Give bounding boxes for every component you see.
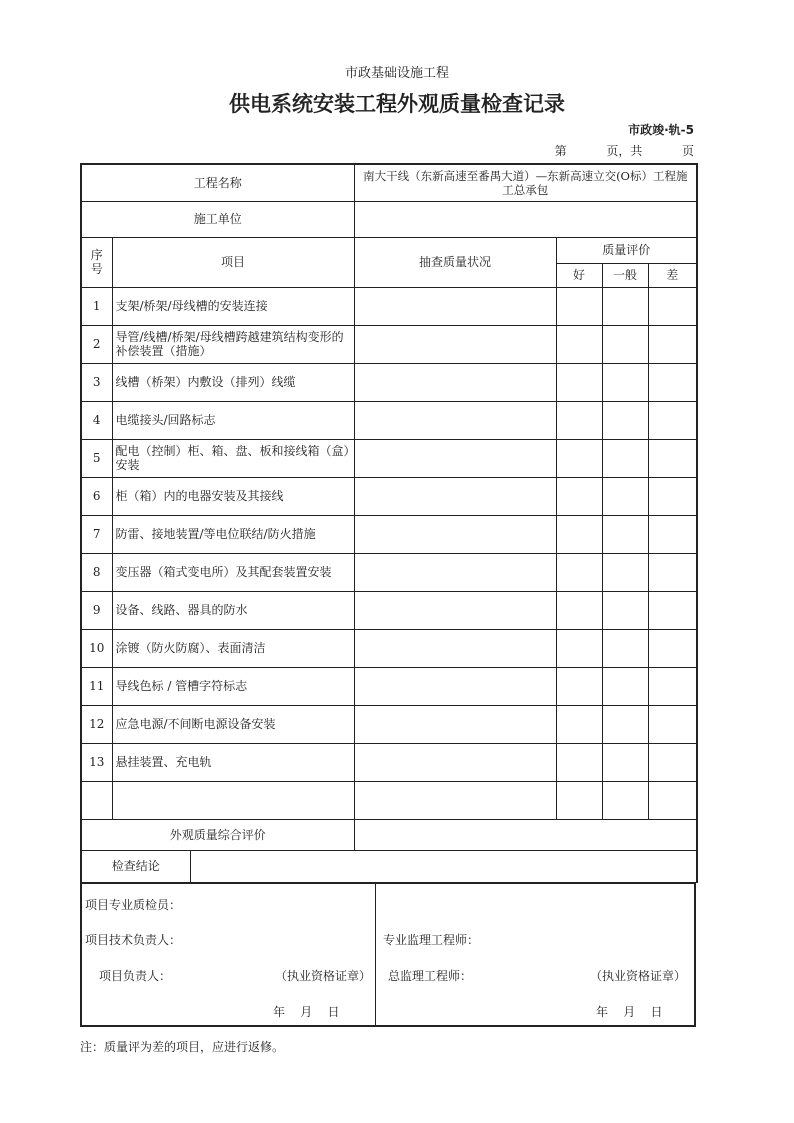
row-status [354,781,556,819]
date-right: 年 月 日 [596,1005,663,1019]
row-poor [648,439,697,477]
row-index: 2 [81,325,112,363]
row-status [354,667,556,705]
row-good [556,401,602,439]
table-row [81,515,697,553]
row-good [556,743,602,781]
row-item: 导线色标 / 管槽字符标志 [112,667,354,705]
row-status [354,629,556,667]
table-row [81,401,697,439]
project-name-label: 工程名称 [81,164,354,201]
col-status: 抽查质量状况 [354,237,556,287]
row-index: 12 [81,705,112,743]
row-index [81,781,112,819]
table-row [81,439,697,477]
row-index: 3 [81,363,112,401]
conclusion-value [190,850,697,882]
qc-inspector-label: 项目专业质检员： [85,898,182,912]
row-good [556,325,602,363]
row-fair [602,363,648,401]
table-row [81,705,697,743]
row-item: 涂镀（防火防腐）、表面清洁 [112,629,354,667]
col-fair: 一般 [602,263,648,287]
row-index: 1 [81,287,112,325]
row-poor [648,743,697,781]
row-good [556,629,602,667]
row-fair [602,667,648,705]
row-fair [602,515,648,553]
appearance-eval-value [354,819,697,850]
row-index: 5 [81,439,112,477]
row-fair [602,287,648,325]
row-status [354,325,556,363]
table-row [81,477,697,515]
date-left: 年 月 日 [273,1005,340,1019]
row-status [354,553,556,591]
row-poor [648,629,697,667]
row-good [556,287,602,325]
tech-lead-label: 项目技术负责人： [85,933,182,947]
document-category: 市政基础设施工程 [344,66,449,81]
cert-seal-right: （执业资格证章） [590,969,687,983]
row-status [354,743,556,781]
row-index: 13 [81,743,112,781]
table-row [81,325,697,363]
col-index: 序号 [81,237,112,287]
col-poor: 差 [648,263,697,287]
row-fair [602,743,648,781]
row-status [354,401,556,439]
appearance-eval-label: 外观质量综合评价 [81,819,354,850]
row-index: 10 [81,629,112,667]
chief-supervisor-label: 总监理工程师： [388,969,473,983]
row-good [556,781,602,819]
row-good [556,705,602,743]
row-poor [648,287,697,325]
row-poor [648,401,697,439]
row-fair [602,439,648,477]
supervisor-label: 专业监理工程师： [383,933,480,947]
page-mid: 页，共 [606,144,643,158]
row-fair [602,591,648,629]
table-row [81,629,697,667]
row-item: 支架/桥架/母线槽的安装连接 [112,287,354,325]
table-row [81,667,697,705]
table-row [81,363,697,401]
col-item: 项目 [112,237,354,287]
row-status [354,705,556,743]
footnote: 注：质量评为差的项目，应进行返修。 [80,1040,285,1054]
construction-unit-value [354,201,697,237]
document-title: 供电系统安装工程外观质量检查记录 [229,92,565,116]
row-index: 6 [81,477,112,515]
row-poor [648,705,697,743]
row-poor [648,591,697,629]
col-good: 好 [556,263,602,287]
row-fair [602,401,648,439]
row-poor [648,325,697,363]
row-index: 7 [81,515,112,553]
row-index: 4 [81,401,112,439]
page-number [555,142,694,159]
row-poor [648,667,697,705]
project-manager-label: 项目负责人： [99,969,172,983]
signature-block [80,883,696,1027]
table-row [81,591,697,629]
row-fair [602,553,648,591]
row-status [354,515,556,553]
row-index: 8 [81,553,112,591]
row-fair [602,629,648,667]
row-status [354,287,556,325]
row-fair [602,325,648,363]
signature-divider [375,884,376,1025]
row-fair [602,477,648,515]
construction-unit-label: 施工单位 [81,201,354,237]
row-good [556,553,602,591]
table-row [81,743,697,781]
project-name-value: 南大干线（东新高速至番禺大道）—东新高速立交(O标）工程施工总承包 [354,164,697,201]
row-item: 线槽（桥架）内敷设（排列）线缆 [112,363,354,401]
row-index: 9 [81,591,112,629]
row-status [354,591,556,629]
row-status [354,363,556,401]
inspection-table [80,163,698,883]
page-prefix: 第 [554,144,567,158]
row-fair [602,705,648,743]
row-poor [648,515,697,553]
row-item: 导管/线槽/桥架/母线槽跨越建筑结构变形的补偿装置（措施） [112,325,354,363]
row-fair [602,781,648,819]
row-good [556,515,602,553]
row-item: 柜（箱）内的电器安装及其接线 [112,477,354,515]
row-index: 11 [81,667,112,705]
row-item: 悬挂装置、充电轨 [112,743,354,781]
row-good [556,363,602,401]
row-status [354,477,556,515]
row-good [556,667,602,705]
row-item [112,781,354,819]
row-status [354,439,556,477]
row-item: 变压器（箱式变电所）及其配套装置安装 [112,553,354,591]
row-item: 电缆接头/回路标志 [112,401,354,439]
table-row [81,781,697,819]
row-good [556,439,602,477]
row-good [556,591,602,629]
row-poor [648,363,697,401]
conclusion-label: 检查结论 [81,850,190,882]
form-code: 市政竣·轨-5 [628,123,694,137]
table-row [81,287,697,325]
col-rating: 质量评价 [556,237,697,263]
row-good [556,477,602,515]
cert-seal-left: （执业资格证章） [275,969,372,983]
row-poor [648,477,697,515]
page-suffix: 页 [681,144,694,158]
row-item: 配电（控制）柜、箱、盘、板和接线箱（盒）安装 [112,439,354,477]
row-poor [648,553,697,591]
row-item: 防雷、接地装置/等电位联结/防火措施 [112,515,354,553]
table-row [81,553,697,591]
row-item: 设备、线路、器具的防水 [112,591,354,629]
row-poor [648,781,697,819]
row-item: 应急电源/不间断电源设备安装 [112,705,354,743]
